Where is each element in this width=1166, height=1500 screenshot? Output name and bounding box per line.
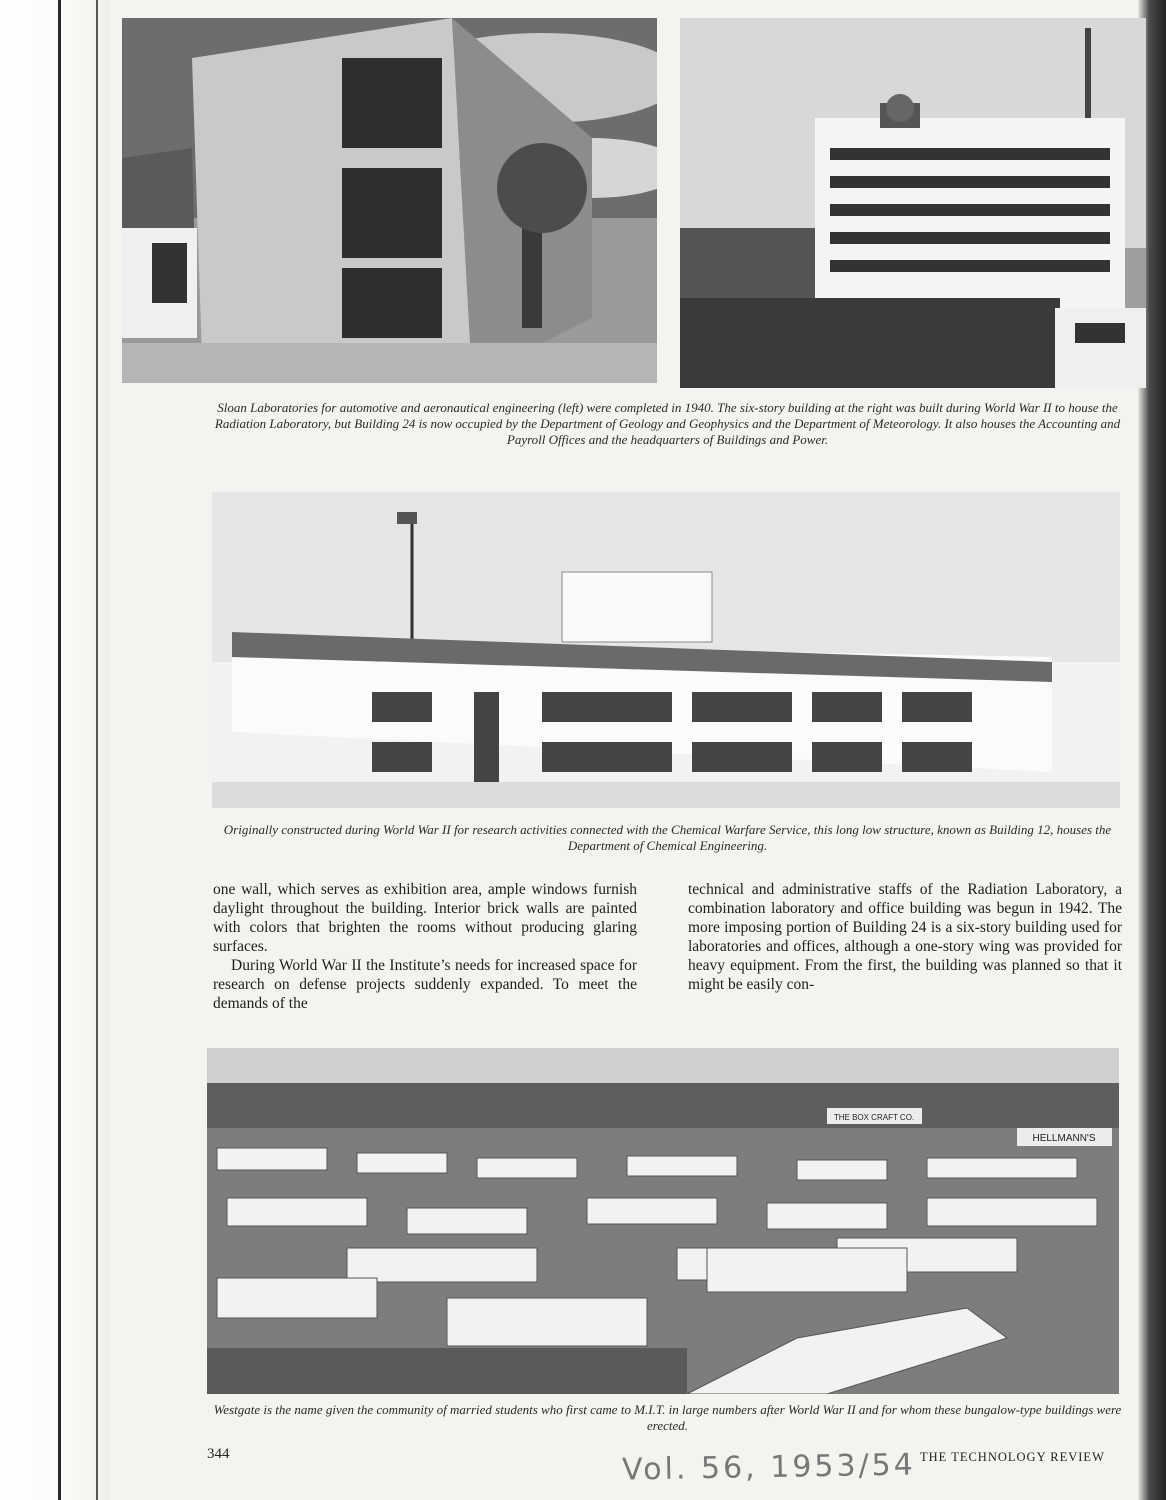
body-paragraph: technical and administrative staffs of the Radiation Laboratory, a combination laboratory and office building was begun in 1942. The more imposing portion of Building 24 is a six-story building used for laboratories and offices, although a one-story wing was provided for heavy equipment. From the first, the building was planned so that it might be easily con-: [688, 881, 1122, 993]
sign-box-craft: THE BOX CRAFT CO.: [833, 1113, 915, 1122]
binding-line: [58, 0, 61, 1500]
handwritten-volume-note: Vol. 56, 1953/54: [621, 1447, 917, 1488]
photo-sloan-laboratories: [122, 18, 657, 383]
body-column-right: [688, 880, 1122, 994]
caption-building-12: Originally constructed during World War II for research activities connected with the Chemical Warfare Service, this long low structure, known as Building 12, houses the Department of Chemical Engineering.: [223, 822, 1112, 853]
scan-left-margin: [0, 0, 110, 1500]
body-paragraph: one wall, which serves as exhibition area, ample windows furnish daylight throughout the building. Interior brick walls are painted with colors that brighten the rooms without producing glaring surfaces.: [213, 881, 637, 955]
body-column-left: [213, 880, 637, 1013]
caption-westgate: Westgate is the name given the community of married students who first came to M.I.T. in large numbers after World War II and for whom these bungalow-type buildings were erected.: [213, 1402, 1122, 1433]
running-head: THE TECHNOLOGY REVIEW: [920, 1450, 1105, 1464]
photo-building-12: [212, 492, 1120, 808]
body-paragraph: During World War II the Institute’s needs for increased space for research on defense projects suddenly expanded. To meet the demands of the: [213, 957, 637, 1012]
binding-line-inner: [96, 0, 98, 1500]
photo-westgate: [207, 1048, 1119, 1394]
sign-hellmanns: HELLMANN'S: [1032, 1133, 1096, 1144]
caption-sloan-building-24: Sloan Laboratories for automotive and aeronautical engineering (left) were completed in 1940. The six-story building at the right was built during World War II to house the Radiation Laboratory, but Building 24 is now occupied by the Department of Geology and Geophysics and the Department of Meteorology. It also houses the Accounting and Payroll Offices and the headquarters of Buildings and Power.: [214, 400, 1121, 447]
photo-building-24: [680, 18, 1146, 388]
page-number: 344: [207, 1446, 230, 1462]
